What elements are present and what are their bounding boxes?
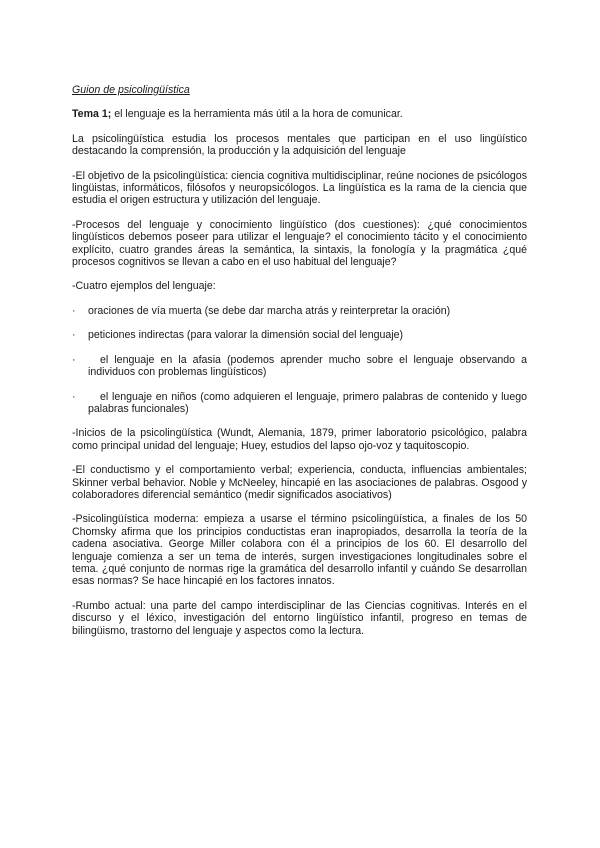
bullet-marker: ·: [72, 329, 76, 342]
tema-line: [72, 108, 527, 120]
objective-paragraph: -El objetivo de la psicolingüística: ciencia cognitiva multidisciplinar, reúne nociones de psicólogos lingüistas, informáticos, filósofos y neuropsicólogos. La lingüística es la rama de la ciencia que estudia el origen estructura y utilización del lenguaje.: [72, 169, 527, 207]
intro-paragraph: La psicolingüística estudia los procesos mentales que participan en el uso lingüístico destacando la comprensión, la producción y la adquisición del lenguaje: [72, 132, 527, 158]
list-item-text: peticiones indirectas (para valorar la dimensión social del lenguaje): [88, 329, 404, 342]
list-item-text: el lenguaje en niños (como adquieren el lenguaje, primero palabras de contenido y luego palabras funcionales): [88, 390, 527, 415]
list-item-text: oraciones de vía muerta (se debe dar marcha atrás y reinterpretar la oración): [88, 304, 451, 317]
bullet-marker: ·: [72, 390, 76, 403]
bullet-marker: ·: [72, 304, 76, 317]
list-item: [72, 329, 527, 341]
tema-label: Tema 1;: [72, 108, 112, 121]
list-item: [72, 391, 527, 416]
bullet-marker: ·: [72, 353, 76, 366]
list-item: [72, 305, 527, 317]
list-item-text: el lenguaje en la afasia (podemos aprender mucho sobre el lenguaje observando a individuos con problemas lingüísticos): [88, 353, 527, 379]
document-page: [72, 84, 527, 649]
origins-paragraph: -Inicios de la psicolingüística (Wundt, Alemania, 1879, primer laboratorio psicológico, palabra como principal unidad del lenguaje; Huey, estudios del lapso ojo-voz y taquitoscopio.: [72, 427, 527, 452]
behaviorism-paragraph: -El conductismo y el comportamiento verbal; experiencia, conducta, influencias ambientales; Skinner verbal behavior. Noble y McNeeley, hincapié en las asociaciones de palabras. Osgood y colaboradores diferencial semántico (medir significados asociativos): [72, 464, 527, 501]
modern-paragraph: -Psicolingüística moderna: empieza a usarse el término psicolingüística, a finales de los 50 Chomsky afirma que los principios conductistas eran inapropiados, desarrolla la teoría de la cadena asociativa. George Miller colabora con él a principios de los 60. El desarrollo del lenguaje comienza a ser un tema de interés, surgen investigaciones longitudinales sobre el tema. ¿qué conjunto de normas rige la gramática del desarrollo infantil y cuándo Se desarrollan esas normas? Se hace hincapié en los factores innatos.: [72, 513, 527, 588]
list-item: [72, 354, 527, 379]
examples-heading: -Cuatro ejemplos del lenguaje:: [72, 280, 216, 293]
current-paragraph: -Rumbo actual: una parte del campo interdisciplinar de las Ciencias cognitivas. Interés en el discurso y el léxico, investigación del entorno lingüístico infantil, progreso en temas de bilingüismo, trastorno del lenguaje y aspectos como la lectura.: [72, 599, 527, 637]
processes-paragraph: -Procesos del lenguaje y conocimiento lingüístico (dos cuestiones): ¿qué conocimientos lingüísticos debemos poseer para utilizar el lenguaje? el conocimiento tácito y el conocimiento explícito, cuatro grandes áreas la semántica, la sintaxis, la fonología y la pragmática ¿qué procesos cognitivos se llevan a cabo en el uso habitual del lenguaje?: [72, 218, 527, 269]
tema-text: el lenguaje es la herramienta más útil a la hora de comunicar.: [111, 108, 403, 121]
document-title: Guion de psicolingüística: [72, 84, 190, 96]
